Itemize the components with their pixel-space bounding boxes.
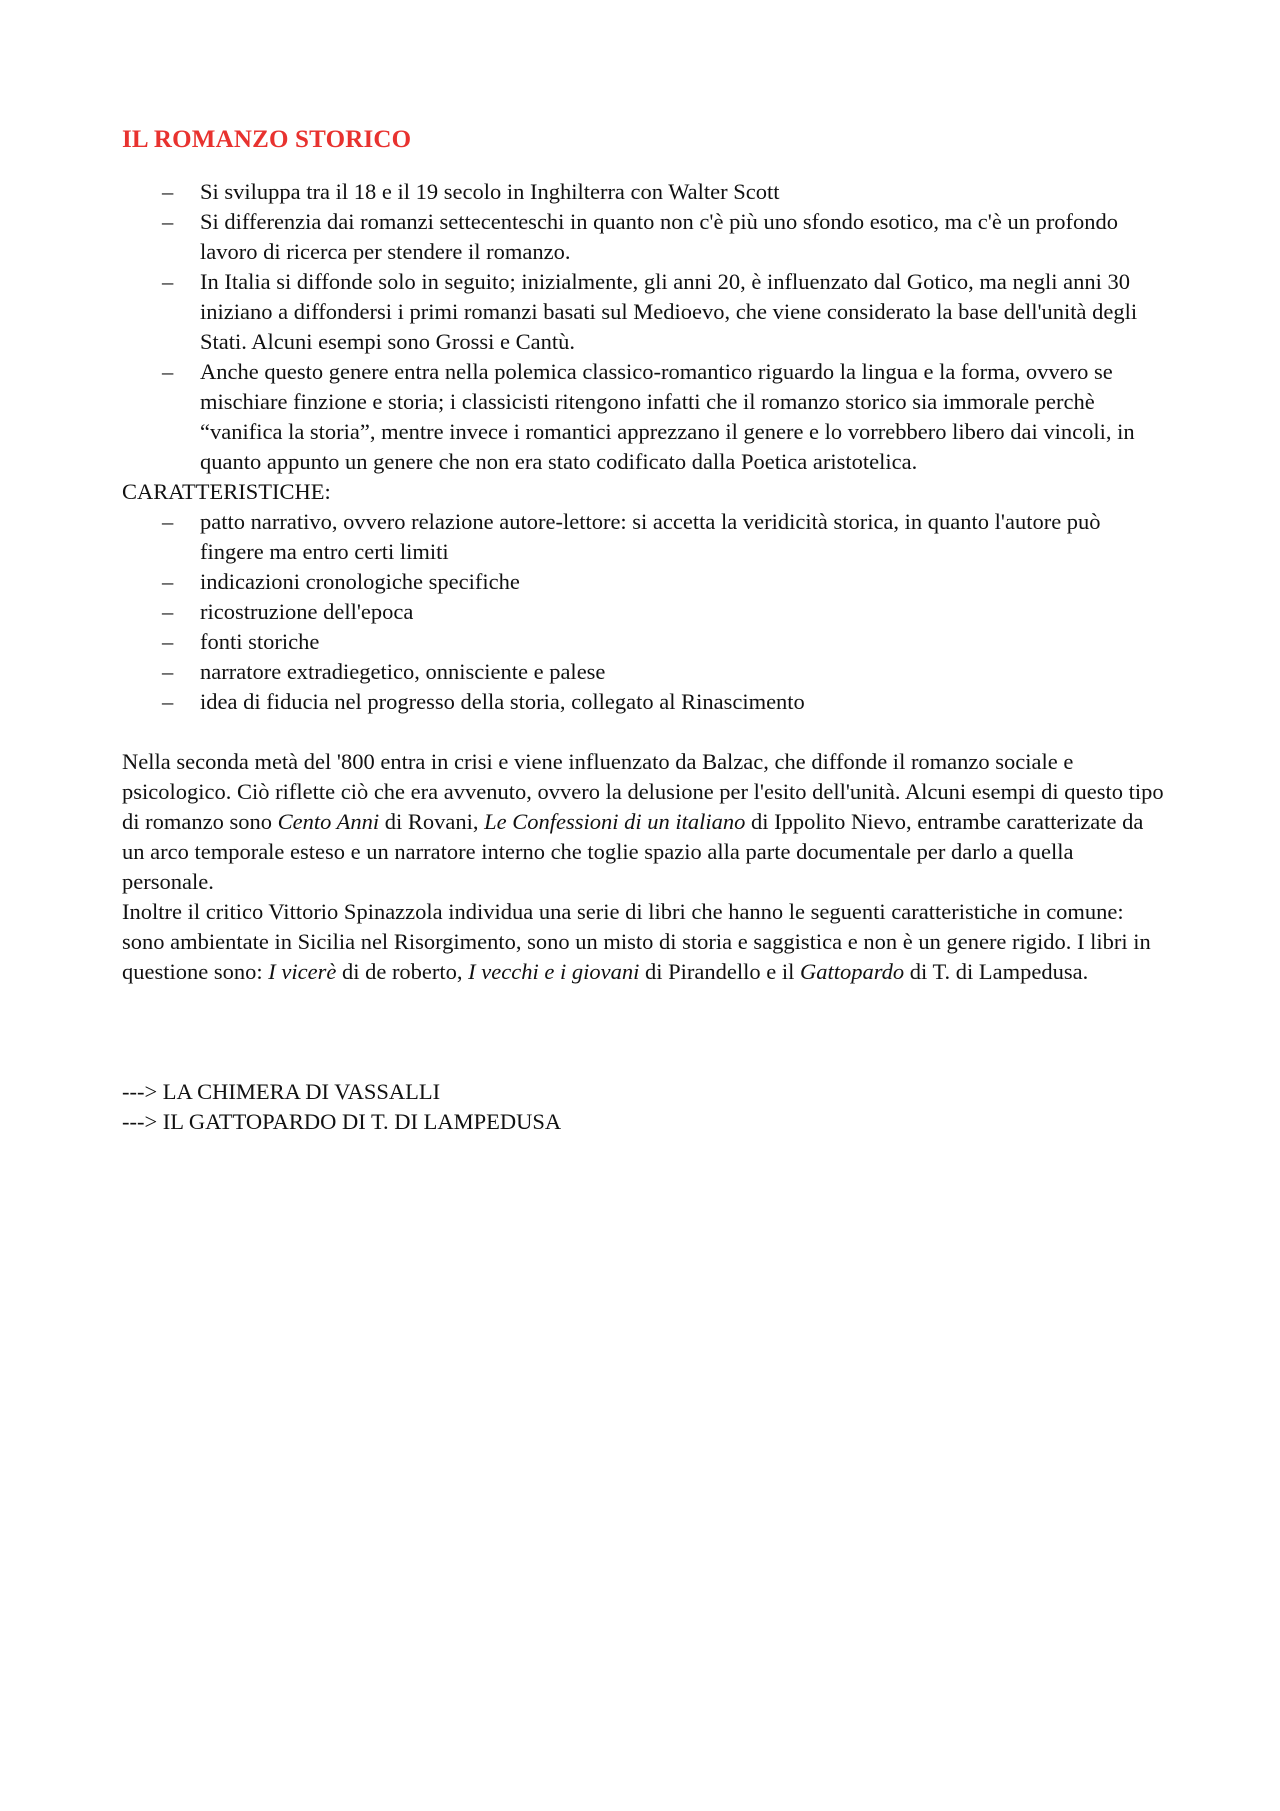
list-item [122, 567, 1167, 597]
list-item [122, 597, 1167, 627]
paragraph-spinazzola [122, 897, 1167, 987]
book-title: Le Confessioni di un italiano [484, 809, 746, 834]
list-item-text: Si differenzia dai romanzi settecenteschi in quanto non c'è più uno sfondo esotico, ma c'è un profondo lavoro di ricerca per stendere il romanzo. [200, 209, 1119, 264]
document-title: IL ROMANZO STORICO [122, 126, 412, 153]
paragraph-text: di T. di Lampedusa. [904, 959, 1089, 984]
list-item-text: ricostruzione dell'epoca [200, 599, 414, 624]
paragraph-text: di Ippolito Nievo, entrambe caratterizate da un arco temporale esteso e un narratore interno che toglie spazio alla parte documentale per darlo a quella personale. [122, 809, 1144, 894]
list-item-text: indicazioni cronologiche specifiche [200, 569, 520, 594]
list-item [122, 687, 1167, 717]
list-item [122, 507, 1167, 567]
list-item [122, 657, 1167, 687]
reference-link-gattopardo: ---> IL GATTOPARDO DI T. DI LAMPEDUSA [122, 1109, 562, 1134]
paragraph-text: di Pirandello e il [639, 959, 800, 984]
paragraph-text: Nella seconda metà del '800 entra in crisi e viene influenzato da Balzac, che diffonde il romanzo sociale e psicologico. Ciò riflette ciò che era avvenuto, ovvero la delusione per l'esito dell'unità. Alcuni esempi di questo tipo di romanzo sono [122, 749, 1164, 834]
dash-bullet-icon: – [162, 629, 174, 654]
paragraph-crisis [122, 747, 1167, 897]
book-title: Gattopardo [799, 959, 905, 984]
list-item-text: fonti storiche [200, 629, 320, 654]
paragraph-text: di Rovani, [379, 809, 485, 834]
list-item-text: idea di fiducia nel progresso della storia, collegato al Rinascimento [200, 689, 805, 714]
dash-bullet-icon: – [162, 569, 174, 594]
dash-bullet-icon: – [162, 599, 174, 624]
list-item [122, 267, 1167, 357]
intro-bullet-list [122, 177, 1167, 477]
list-item-text: Si sviluppa tra il 18 e il 19 secolo in Inghilterra con Walter Scott [200, 179, 780, 204]
list-item [122, 357, 1167, 477]
list-item-text: In Italia si diffonde solo in seguito; inizialmente, gli anni 20, è influenzato dal Gotico, ma negli anni 30 iniziano a diffondersi i primi romanzi basati sul Medioevo, che viene considerato la base dell'unità degli Stati. Alcuni esempi sono Grossi e Cantù. [200, 269, 1138, 354]
dash-bullet-icon: – [162, 269, 174, 294]
list-item-text: patto narrativo, ovvero relazione autore-lettore: si accetta la veridicità storica, in quanto l'autore può fingere ma entro certi limiti [200, 509, 1101, 564]
book-title: Cento Anni [277, 809, 380, 834]
paragraph-text: di de roberto, [336, 959, 469, 984]
dash-bullet-icon: – [162, 659, 174, 684]
book-title: I vicerè [268, 959, 337, 984]
list-item [122, 207, 1167, 267]
book-title: I vecchi e i giovani [468, 959, 640, 984]
characteristics-heading: CARATTERISTICHE: [122, 479, 331, 504]
characteristics-list [122, 507, 1167, 717]
dash-bullet-icon: – [162, 689, 174, 714]
dash-bullet-icon: – [162, 509, 174, 534]
dash-bullet-icon: – [162, 209, 174, 234]
spacer [122, 987, 1167, 1077]
list-item [122, 627, 1167, 657]
list-item-text: narratore extradiegetico, onnisciente e palese [200, 659, 606, 684]
reference-link-chimera: ---> LA CHIMERA DI VASSALLI [122, 1079, 441, 1104]
list-item [122, 177, 1167, 207]
document-page [122, 123, 1167, 1137]
list-item-text: Anche questo genere entra nella polemica classico-romantico riguardo la lingua e la forma, ovvero se mischiare finzione e storia; i classicisti ritengono infatti che il romanzo storico sia immorale perchè “vanifica la storia”, mentre invece i romantici apprezzano il genere e lo vorrebbero libero dai vincoli, in quanto appunto un genere che non era stato codificato dalla Poetica aristotelica. [200, 359, 1135, 474]
dash-bullet-icon: – [162, 179, 174, 204]
paragraph-text: Inoltre il critico Vittorio Spinazzola individua una serie di libri che hanno le seguenti caratteristiche in comune: sono ambientate in Sicilia nel Risorgimento, sono un misto di storia e saggistica e non è un genere rigido. I libri in questione sono: [122, 899, 1151, 984]
dash-bullet-icon: – [162, 359, 174, 384]
spacer [122, 717, 1167, 747]
